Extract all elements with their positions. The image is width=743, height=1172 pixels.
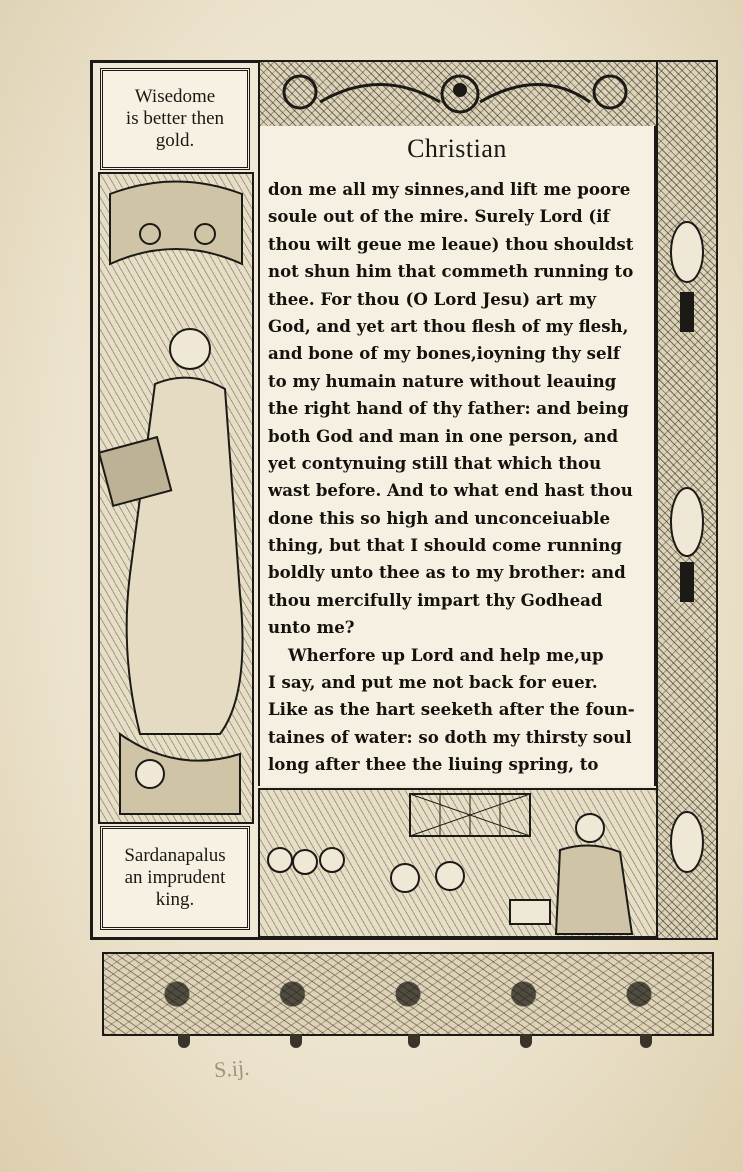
sidenote-sardanapalus-line: king. <box>155 889 195 910</box>
frieze-pendant-icon <box>178 1034 190 1048</box>
woodcut-woman-with-book <box>98 172 254 824</box>
sidenote-wisdom-line: gold. <box>155 130 195 151</box>
signature-mark: S.ij. <box>213 1054 251 1083</box>
text-line: I say, and put me not back for euer. <box>268 672 598 693</box>
running-head: Christian <box>407 134 507 163</box>
frieze-pendant-icon <box>408 1034 420 1048</box>
text-line: thou wilt geue me leaue) thou shouldst <box>268 233 634 254</box>
woman-figure-icon <box>100 174 252 822</box>
sidenote-sardanapalus-line: Sardanapalus <box>124 845 226 866</box>
frieze-cherubs-icon <box>260 62 656 126</box>
text-line: thing, but that I should come running <box>268 535 623 556</box>
bottom-frieze-ornament <box>102 952 714 1036</box>
text-line: long after thee the liuing spring, to <box>268 754 599 775</box>
right-border-vase-ornament <box>656 60 718 940</box>
sidenote-wisdom-line: Wisedome <box>134 86 216 107</box>
woodcut-teacher-and-children <box>258 788 658 938</box>
blackletter-body-text <box>268 176 652 779</box>
text-line: soule out of the mire. Surely Lord (if <box>268 206 610 227</box>
text-line: not shun him that commeth running to <box>268 261 634 282</box>
text-line: boldly unto thee as to my brother: and <box>268 562 626 583</box>
top-frieze-ornament <box>258 60 658 128</box>
text-line: unto me? <box>268 617 355 638</box>
text-line: wast before. And to what end hast thou <box>268 480 633 501</box>
text-line: and bone of my bones,ioyning thy self <box>268 343 620 364</box>
text-line: don me all my sinnes,and lift me poore <box>268 179 631 199</box>
vase-ornament-icon <box>658 62 716 938</box>
frieze-pendant-icon <box>640 1034 652 1048</box>
frieze-pendant-icon <box>290 1034 302 1048</box>
sidenote-wisdom <box>100 68 250 170</box>
main-text-panel <box>258 126 656 786</box>
text-line: God, and yet art thou flesh of my flesh, <box>268 315 629 336</box>
text-line: Like as the hart seeketh after the foun- <box>268 699 635 720</box>
sidenote-sardanapalus-line: an imprudent <box>124 867 226 888</box>
text-line: Wherfore up Lord and help me,up <box>288 644 604 665</box>
text-line: taines of water: so doth my thirsty soul <box>268 726 632 747</box>
sidenote-wisdom-line: is better then <box>125 108 225 129</box>
sidenote-sardanapalus <box>100 826 250 930</box>
teacher-scene-icon <box>260 790 656 936</box>
text-line: yet contynuing still that which thou <box>268 452 602 473</box>
text-line: to my humain nature without leauing <box>268 370 617 391</box>
text-line: thou mercifully impart thy Godhead <box>268 589 603 610</box>
text-line: done this so high and unconceiuable <box>268 507 611 528</box>
text-line: thee. For thou (O Lord Jesu) art my <box>268 288 597 309</box>
text-line: both God and man in one person, and <box>268 425 619 446</box>
frieze-pendant-icon <box>520 1034 532 1048</box>
text-line: the right hand of thy father: and being <box>268 398 629 419</box>
